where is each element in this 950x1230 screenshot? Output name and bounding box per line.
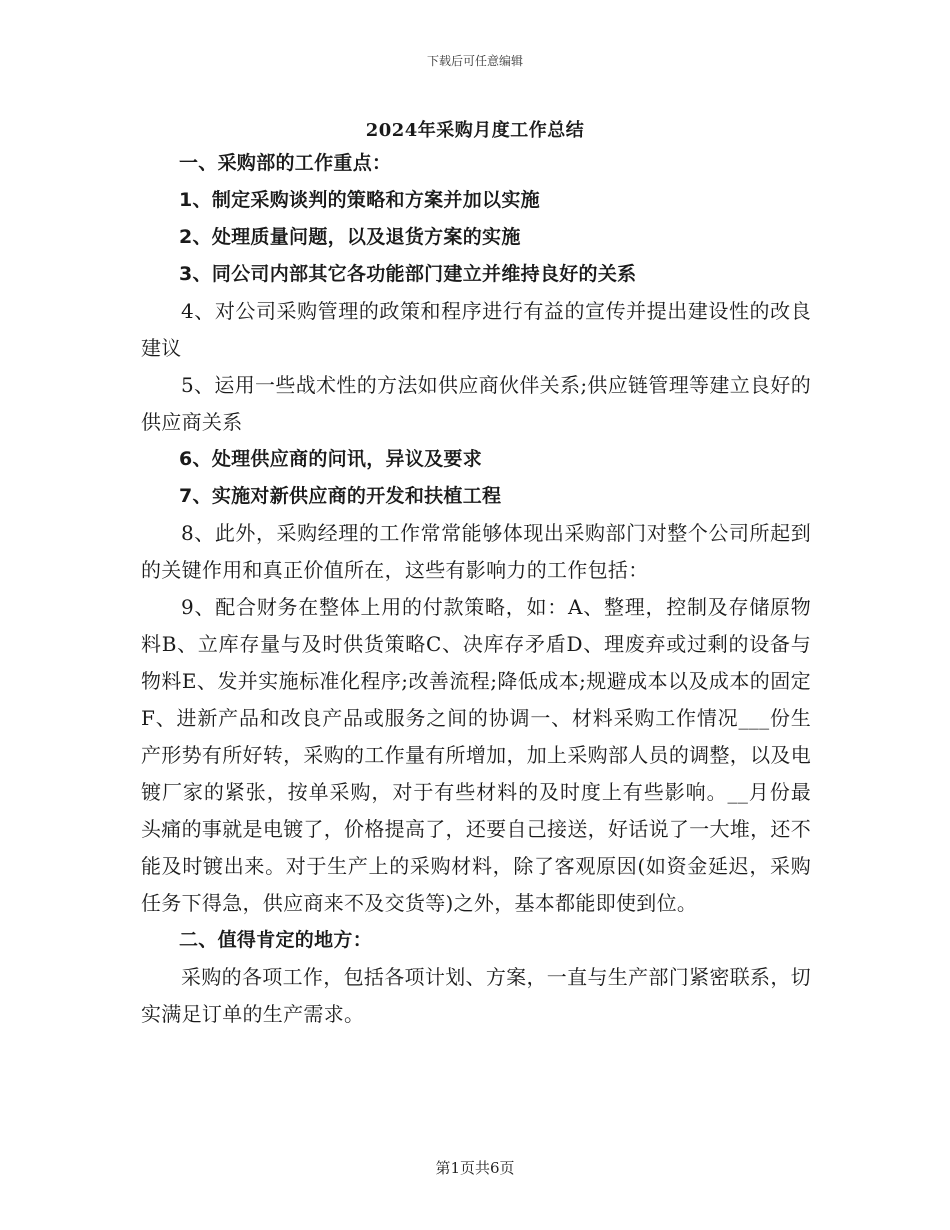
paragraph-item-6: 6、处理供应商的问讯，异议及要求	[179, 448, 483, 470]
section-heading-focus: 一、采购部的工作重点：	[179, 152, 392, 174]
paragraph-item-1: 1、制定采购谈判的策略和方案并加以实施	[179, 189, 540, 211]
paragraph-item-9: 9、配合财务在整体上用的付款策略，如：A、整理，控制及存储原物料B、立库存量与及时供货策略C、决库存矛盾D、理废弃或过剩的设备与物料E、发并实施标准化程序;改善流程;降低成本;规避成本以及成本的固定F、进新产品和改良产品或服务之间的协调一、材料采购工作情况___份生产形势有所好转，采购的工作量有所增加，加上采购部人员的调整，以及电镀厂家的紧张，按单采购，对于有些材料的及时度上有些影响。__月份最头痛的事就是电镀了，价格提高了，还要自己接送，好话说了一大堆，还不能及时镀出来。对于生产上的采购材料，除了客观原因(如资金延迟，采购任务下得急，供应商来不及交货等)之外，基本都能即使到位。	[141, 595, 811, 915]
paragraph-positives: 采购的各项工作，包括各项计划、方案，一直与生产部门紧密联系，切实满足订单的生产需求。	[141, 965, 811, 1026]
document-body	[141, 145, 811, 1033]
paragraph-item-7: 7、实施对新供应商的开发和扶植工程	[179, 485, 502, 507]
paragraph-item-2: 2、处理质量问题，以及退货方案的实施	[179, 226, 521, 248]
paragraph-item-5: 5、运用一些战术性的方法如供应商伙伴关系;供应链管理等建立良好的供应商关系	[141, 373, 811, 434]
section-heading-positives: 二、值得肯定的地方：	[179, 929, 373, 951]
document-title: 2024年采购月度工作总结	[365, 120, 585, 141]
paragraph-item-3: 3、同公司内部其它各功能部门建立并维持良好的关系	[179, 263, 637, 285]
page-footer: 第1页共6页	[435, 1159, 515, 1177]
header-note: 下载后可任意编辑	[426, 54, 523, 68]
paragraph-item-8: 8、此外，采购经理的工作常常能够体现出采购部门对整个公司所起到的关键作用和真正价值所在，这些有影响力的工作包括：	[141, 521, 811, 582]
paragraph-item-4: 4、对公司采购管理的政策和程序进行有益的宣传并提出建设性的改良建议	[141, 299, 811, 360]
